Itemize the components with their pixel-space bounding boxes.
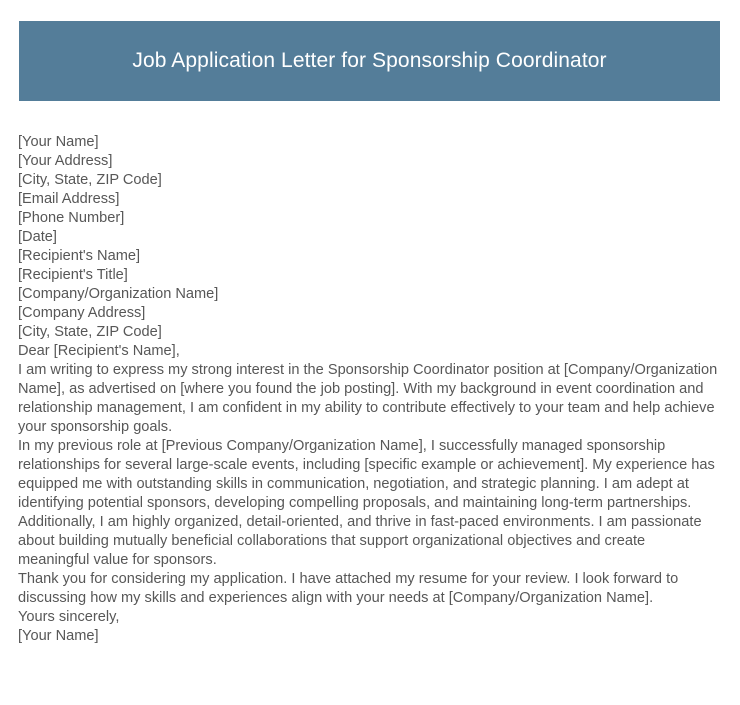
recipient-company: [Company/Organization Name] <box>18 286 219 302</box>
body-paragraph-1: I am writing to express my strong interest in the Sponsorship Coordinator position at [Company/Organization Name], as advertised on [where you found the job posting]. With my background in event coordination and relationship management, I am confident in my ability to contribute effectively to your team and help achieve your sponsorship goals. <box>18 362 718 435</box>
recipient-address-block <box>18 247 720 342</box>
page-title: Job Application Letter for Sponsorship Coordinator <box>132 49 607 73</box>
sender-address: [Your Address] <box>18 153 113 169</box>
body-paragraph-4: Thank you for considering my application. I have attached my resume for your review. I look forward to discussing how my skills and experiences align with your needs at [Company/Organization Name]. <box>18 571 679 606</box>
sender-phone: [Phone Number] <box>18 210 125 226</box>
closing-salutation: Yours sincerely, <box>18 609 120 625</box>
body-paragraph-3: Additionally, I am highly organized, detail-oriented, and thrive in fast-paced environments. I am passionate about building mutually beneficial collaborations that support organizational objectives and create meaningful value for sponsors. <box>18 514 702 568</box>
recipient-company-address: [Company Address] <box>18 305 146 321</box>
recipient-name: [Recipient's Name] <box>18 248 141 264</box>
recipient-city-state-zip: [City, State, ZIP Code] <box>18 324 162 340</box>
letter-header-banner <box>19 21 720 101</box>
sender-name: [Your Name] <box>18 134 99 150</box>
letter-body <box>18 133 720 646</box>
sender-city-state-zip: [City, State, ZIP Code] <box>18 172 162 188</box>
sender-address-block <box>18 133 720 247</box>
body-paragraph-2: In my previous role at [Previous Company/Organization Name], I successfully managed sponsorship relationships for several large-scale events, including [specific example or achievement]. My experience has equipped me with outstanding skills in communication, negotiation, and strategic planning. I am adept at identifying potential sponsors, developing compelling proposals, and maintaining long-term partnerships. <box>18 438 715 511</box>
signature-name: [Your Name] <box>18 628 99 644</box>
salutation: Dear [Recipient's Name], <box>18 343 180 359</box>
sender-email: [Email Address] <box>18 191 120 207</box>
recipient-title: [Recipient's Title] <box>18 267 128 283</box>
letter-date: [Date] <box>18 229 57 245</box>
